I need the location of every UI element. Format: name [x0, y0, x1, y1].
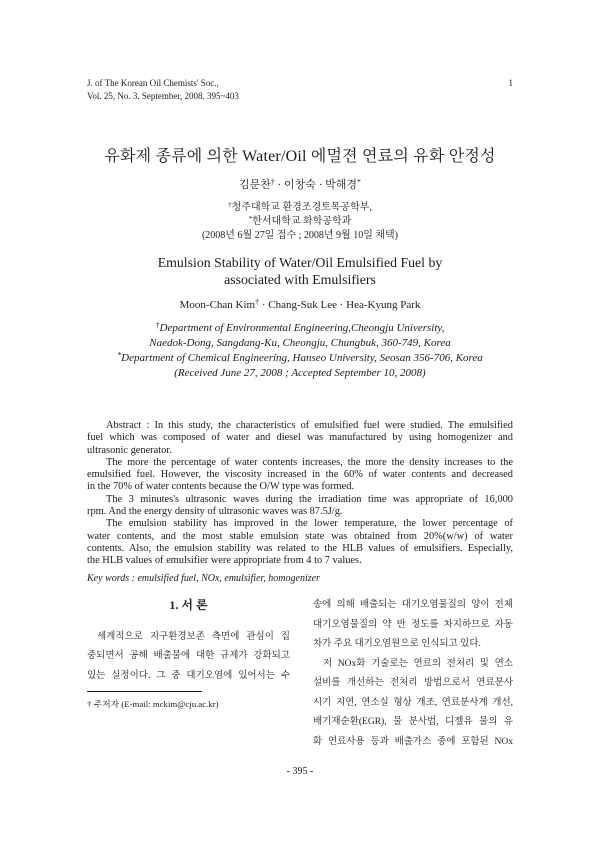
affiliation-line	[0, 215, 600, 229]
affiliation-text: Department of Environmental Engineering,Cheongju University,	[159, 322, 445, 334]
abstract-paragraph	[87, 494, 513, 519]
footnote	[87, 698, 219, 711]
affiliation-mark: *	[248, 215, 253, 224]
title-line: associated with Emulsifiers	[224, 272, 376, 287]
body-line: 시기 지연, 연소실 형상 개조, 연료분사계 개선,	[313, 697, 513, 708]
body-line: 대기오염물질의 약 반 정도를 차지하므로 자동	[313, 619, 513, 630]
author-separator: ·	[339, 299, 344, 311]
received-dates-korean: (2008년 6월 27일 접수 ; 2008년 9월 10일 채택)	[201, 230, 399, 242]
abstract-line	[87, 420, 513, 432]
abstract-line: ultrasonic generator.	[87, 444, 172, 456]
author-name: 이창숙	[284, 179, 316, 191]
body-line: 중되면서 공해 배출물에 대한 규제가 강화되고	[87, 651, 290, 661]
abstract-line: The more the percentage of water contents increases, the more the density increases to the	[106, 456, 513, 468]
abstract-line: in the 70% of water contents because the O/W type was formed.	[87, 481, 354, 493]
author-mark: *	[357, 177, 361, 187]
body-line: 화 연료사용 등과 배출가스 중에 포함된 NOx	[313, 736, 513, 747]
abstract-line: contents. Also, the emulsion stability was related to the HLB values of emulsifiers. Especially,	[87, 542, 513, 554]
body-line: 저 NOx화 기술로는 연료의 전처리 및 연소	[323, 658, 513, 669]
affiliation-mark: †	[228, 200, 232, 209]
footnote-divider	[87, 691, 202, 692]
author-name: 박해경	[325, 179, 357, 191]
abstract-paragraph	[87, 518, 513, 567]
affiliation-text: Department of Chemical Engineering, Hanseo University, Seosan 356-706, Korea	[121, 352, 483, 364]
authors-korean	[0, 177, 600, 193]
author-name: Moon-Chan Kim	[179, 299, 256, 311]
page-index: 1	[508, 78, 513, 88]
affiliations-korean	[0, 201, 600, 244]
keywords-value: emulsified fuel, NOx, emulsifier, homogenizer	[137, 573, 320, 584]
title-korean: 유화제 종류에 의한 Water/Oil 에멀젼 연료의 유화 안정성	[104, 148, 496, 165]
abstract-line: rpm. And the energy density of ultrasonic waves was 87.5J/g.	[87, 506, 343, 518]
journal-volume: Vol. 25, No. 3. September, 2008. 395~403	[87, 90, 239, 101]
abstract-line: emulsified fuel. However, the viscosity increased in the 60% of water contents and decreased	[87, 469, 513, 481]
title-line: Emulsion Stability of Water/Oil Emulsified Fuel by	[157, 255, 443, 270]
body-right-column	[313, 596, 513, 752]
page-number: - 395 -	[286, 766, 314, 777]
author-separator: ·	[277, 179, 282, 191]
abstract-line: The 3 minutes's ultrasonic waves during the irradiation time was appropriate of 16,000	[106, 493, 513, 505]
author-name: 김문찬	[239, 179, 271, 191]
affiliation-text: 한서대학교 화학공학과	[252, 216, 352, 228]
affiliation-line: Naedok-Dong, Sangdang-Ku, Cheongju, Chungbuk, 360-749, Korea	[149, 337, 451, 349]
body-line: 있는 실정이다. 그 중 대기오염에 있어서는 수	[87, 670, 290, 681]
affiliation-line	[0, 201, 600, 215]
abstract-line: The emulsion stability has improved in the lower temperature, the lower percentage of	[106, 518, 513, 530]
title-english	[0, 254, 600, 288]
abstract-label: Abstract :	[106, 420, 150, 431]
abstract-line: water contents, and the most stable emulsion state was obtained from 20%(w/w) of water	[87, 530, 513, 542]
affiliation-text: 청주대학교 환경조경토목공학부,	[231, 202, 372, 213]
keywords	[87, 572, 513, 585]
author-separator: ·	[318, 179, 323, 191]
body-line: 송에 의해 배출되는 대기오염물질의 양이 전체	[313, 600, 513, 610]
section-heading: 1. 서 론	[169, 598, 208, 612]
author-mark: †	[255, 297, 260, 307]
body-left-column	[87, 628, 290, 687]
abstract-text: In this study, the characteristics of emulsified fuel were studied. The emulsified	[154, 420, 513, 431]
affiliation-line	[0, 321, 600, 336]
author-separator: ·	[261, 299, 266, 311]
author-name: Hea-Kyung Park	[346, 299, 421, 311]
affiliation-mark: *	[117, 350, 122, 360]
body-line: 배기재순환(EGR), 물 분사법, 디젤유 물의 유	[313, 717, 513, 727]
footnote-mark: †	[87, 699, 92, 709]
authors-english	[0, 298, 600, 313]
affiliation-line	[0, 351, 600, 366]
abstract	[87, 420, 513, 568]
journal-citation	[87, 77, 239, 102]
body-line: 세계적으로 지구환경보존 측면에 관심이 집	[97, 631, 290, 642]
body-line: 설비를 개선하는 전처리 방법으로서 연료분사	[313, 678, 513, 688]
abstract-paragraph	[87, 457, 513, 494]
author-name: Chang-Suk Lee	[268, 299, 337, 311]
abstract-line: the HLB values of emulsifier were appropriate from 4 to 7 values.	[87, 555, 362, 567]
affiliations-english	[0, 321, 600, 381]
footnote-text: 주저자 (E-mail: mckim@cju.ac.kr)	[93, 699, 219, 709]
affiliation-mark: †	[155, 320, 160, 330]
abstract-line: fuel which was composed of water and diesel was manufactured by using homogenizer and	[87, 432, 513, 444]
received-dates-english: (Received June 27, 2008 ; Accepted September 10, 2008)	[174, 367, 426, 379]
body-line: 차가 주요 대기오염원으로 인식되고 있다.	[313, 639, 481, 649]
keywords-label: Key words :	[87, 573, 135, 584]
abstract-paragraph	[87, 420, 513, 457]
journal-name: J. of The Korean Oil Chemists' Soc.,	[87, 78, 219, 88]
author-mark: †	[270, 177, 275, 187]
